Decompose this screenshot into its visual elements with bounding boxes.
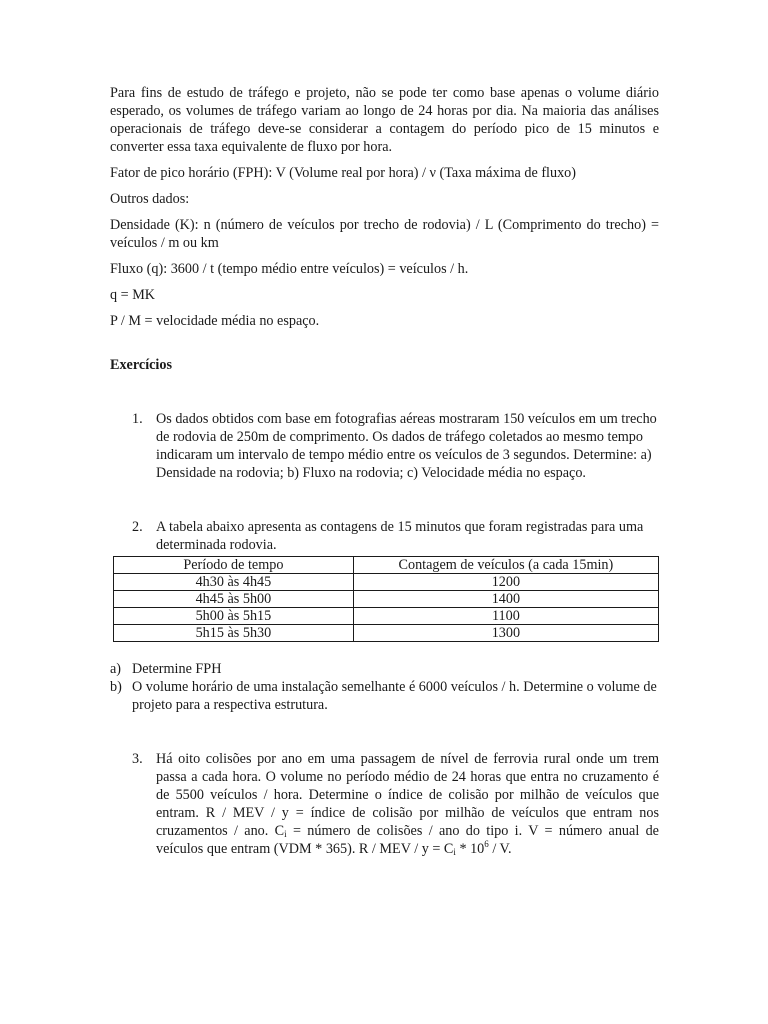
part-a-label: a)	[110, 661, 122, 677]
vehicle-count-table	[113, 556, 659, 642]
table-header-count: Contagem de veículos (a cada 15min)	[353, 557, 658, 574]
subscript-i: i	[284, 829, 287, 839]
table-row	[114, 608, 659, 625]
other-data-label: Outros dados:	[110, 191, 190, 207]
exercises-heading: Exercícios	[110, 357, 172, 373]
table-row	[114, 625, 659, 642]
document-page	[110, 84, 659, 858]
table-cell-period: 4h30 às 4h45	[114, 574, 354, 591]
subscript-i: i	[453, 847, 456, 857]
part-b-text: O volume horário de uma instalação semelhante é 6000 veículos / h. Determine o volume de projeto para a respectiva estrutura.	[132, 679, 657, 713]
table-header-row	[114, 557, 659, 574]
superscript-6: 6	[484, 839, 489, 849]
fph-definition: Fator de pico horário (FPH): V (Volume real por hora) / ν (Taxa máxima de fluxo)	[110, 165, 577, 181]
exercise-2-number: 2.	[132, 519, 143, 535]
density-definition: Densidade (K): n (número de veículos por trecho de rodovia) / L (Comprimento do trecho) = veículos / m ou km	[110, 217, 659, 251]
flow-definition: Fluxo (q): 3600 / t (tempo médio entre veículos) = veículos / h.	[110, 261, 469, 277]
table-cell-period: 4h45 às 5h00	[114, 591, 354, 608]
table-cell-period: 5h00 às 5h15	[114, 608, 354, 625]
table-cell-count: 1100	[353, 608, 658, 625]
exercise-1	[110, 410, 659, 482]
exercise-2	[110, 518, 659, 554]
exercise-3-text-part-4: / V.	[488, 841, 512, 857]
exercise-1-text: Os dados obtidos com base em fotografias aéreas mostraram 150 veículos em um trecho de rodovia de 250m de comprimento. Os dados de tráfego coletados ao mesmo tempo indicaram um intervalo de tempo médio entre os veículos de 3 segundos. Determine: a) Densidade na rodovia; b) Fluxo na rodovia; c) Velocidade média no espaço.	[156, 411, 657, 481]
intro-paragraph: Para fins de estudo de tráfego e projeto, não se pode ter como base apenas o volume diário esperado, os volumes de tráfego variam ao longo de 24 horas por dia. Na maioria das análises operacionais de tráfego deve-se considerar a contagem do período pico de 15 minutos e converter essa taxa equivalente de fluxo por hora.	[110, 85, 659, 155]
exercise-2-text: A tabela abaixo apresenta as contagens de 15 minutos que foram registradas para uma determinada rodovia.	[156, 519, 644, 553]
exercise-3-text	[156, 750, 659, 858]
part-b-label: b)	[110, 679, 122, 695]
exercise-3-text-part-1: Há oito colisões por ano em uma passagem de nível de ferrovia rural onde um trem passa a cada hora. O volume no período médio de 24 horas que entra no cruzamento é de 5500 veículos / hora. Determine o índice de colisão por milhão de veículos que entram. R / MEV / y = índice de colisão por milhão de veículos que entram nos cruzamentos / ano. C	[156, 751, 659, 839]
speed-definition: P / M = velocidade média no espaço.	[110, 313, 320, 329]
table-cell-count: 1400	[353, 591, 658, 608]
part-a-text: Determine FPH	[132, 661, 222, 677]
exercise-3-text-part-3: * 10	[455, 841, 485, 857]
table-cell-period: 5h15 às 5h30	[114, 625, 354, 642]
exercise-3-text-part-2: = número de colisões / ano do tipo i. V = número anual de veículos que entram (VDM * 365). R / MEV / y = C	[156, 823, 659, 857]
table-cell-count: 1200	[353, 574, 658, 591]
exercise-3-number: 3.	[132, 751, 143, 767]
table-row	[114, 591, 659, 608]
exercise-2-part-b	[110, 678, 659, 714]
table-header-period: Período de tempo	[114, 557, 354, 574]
exercise-3	[110, 750, 659, 858]
flow-formula: q = MK	[110, 287, 156, 303]
exercise-2-part-a	[110, 660, 659, 678]
table-row	[114, 574, 659, 591]
table-cell-count: 1300	[353, 625, 658, 642]
exercise-1-number: 1.	[132, 411, 143, 427]
